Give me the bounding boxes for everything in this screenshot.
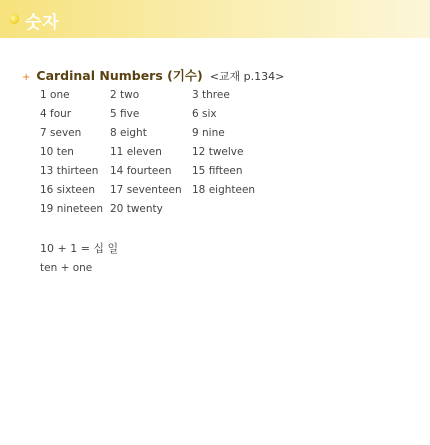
number-entry: 8 eight [110, 127, 147, 139]
number-entry: 16 sixteen [40, 184, 95, 196]
number-entry: 9 nine [192, 127, 225, 139]
textbook-reference: <교재 p.134> [209, 70, 285, 83]
example-equation: 10 + 1 = 십 일 [40, 242, 119, 255]
section-label: Cardinal Numbers (기수) [36, 68, 203, 83]
number-entry: 15 fifteen [192, 165, 243, 177]
number-entry: 20 twenty [110, 203, 163, 215]
number-entry: 4 four [40, 108, 72, 120]
number-entry: 13 thirteen [40, 165, 99, 177]
number-entry: 10 ten [40, 146, 74, 158]
number-entry: 19 nineteen [40, 203, 104, 215]
number-entry: 11 eleven [110, 146, 162, 158]
bullet-circle-icon [9, 14, 19, 24]
number-entry: 6 six [192, 108, 217, 120]
number-entry: 12 twelve [192, 146, 244, 158]
section-heading [22, 66, 284, 84]
number-entry: 1 one [40, 89, 70, 101]
number-entry: 17 seventeen [110, 184, 182, 196]
number-entry: 14 fourteen [110, 165, 172, 177]
number-entry: 2 two [110, 89, 140, 101]
page-header [0, 0, 430, 38]
example-english: ten + one [40, 262, 93, 274]
number-entry: 5 five [110, 108, 140, 120]
number-entry: 3 three [192, 89, 230, 101]
page-title: 숫자 [25, 13, 60, 33]
bullet-icon: + [22, 72, 31, 83]
number-entry: 7 seven [40, 127, 82, 139]
number-entry: 18 eighteen [192, 184, 256, 196]
